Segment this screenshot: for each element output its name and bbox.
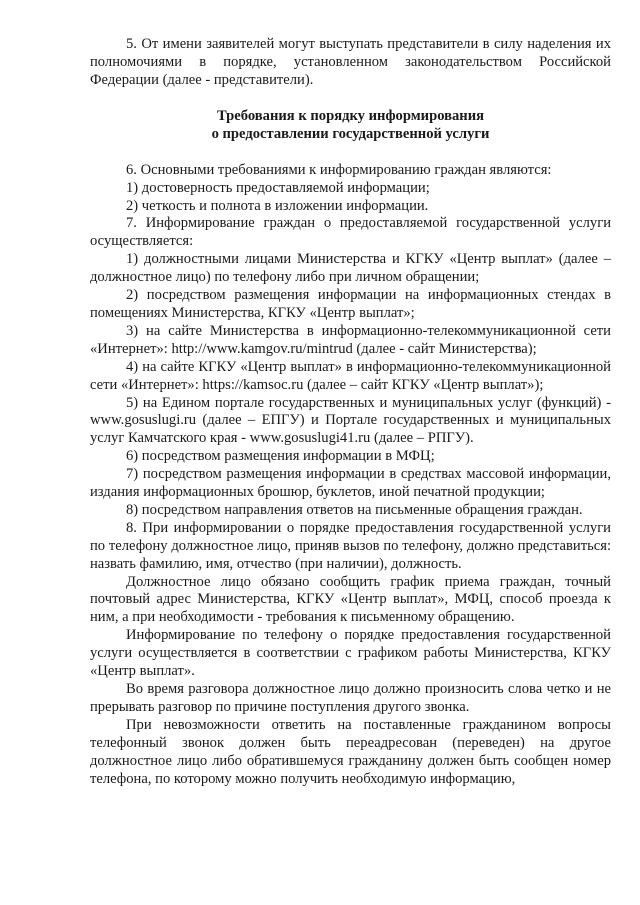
section-heading-line-1: Требования к порядку информирования — [216, 107, 485, 124]
paragraph-8-schedule: Должностное лицо обязано сообщить график приема граждан, точный почтовый адрес Министерства, КГКУ «Центр выплат», МФЦ, способ проезда к ним, а при необходимости - требования к письменному обращению. — [90, 573, 611, 626]
paragraph-7: 7. Информирование граждан о предоставляемой государственной услуги осуществляется: — [90, 215, 611, 250]
paragraph-8: 8. При информировании о порядке предоставления государственной услуги по телефону должностное лицо, приняв вызов по телефону, должно представиться: назвать фамилию, имя, отчество (при наличии), должность. — [90, 519, 611, 572]
list-item-7-3: 3) на сайте Министерства в информационно-телекоммуникационной сети «Интернет»: http://www.kamgov.ru/mintrud (далее - сайт Министерства); — [90, 322, 611, 357]
paragraph-6: 6. Основными требованиями к информированию граждан являются: — [126, 161, 552, 178]
list-item-7-8: 8) посредством направления ответов на письменные обращения граждан. — [126, 501, 583, 518]
paragraph-8-redirect: При невозможности ответить на поставленные гражданином вопросы телефонный звонок должен быть переадресован (переведен) на другое должностное лицо либо обратившемуся гражданину должен быть сообщен номер телефона, по которому можно получить необходимую информацию, — [90, 716, 611, 787]
list-item-7-2: 2) посредством размещения информации на информационных стендах в помещениях Министерства, КГКУ «Центр выплат»; — [90, 287, 611, 321]
paragraph-8-conversation: Во время разговора должностное лицо должно произносить слова четко и не прерывать разговор по причине поступления другого звонка. — [90, 681, 611, 715]
paragraph-8-phone-info: Информирование по телефону о порядке предоставления государственной услуги осуществляется в соответствии с графиком работы Министерства, КГКУ «Центр выплат». — [90, 627, 611, 680]
list-item-7-1: 1) должностными лицами Министерства и КГКУ «Центр выплат» (далее – должностное лицо) по телефону либо при личном обращении; — [90, 251, 611, 286]
list-item-7-7: 7) посредством размещения информации в средствах массовой информации, издания информационных брошюр, буклетов, иной печатной продукции; — [90, 466, 611, 501]
section-heading — [90, 107, 611, 143]
document-body — [90, 36, 611, 788]
list-item-6-1: 1) достоверность предоставляемой информации; — [126, 179, 430, 196]
section-heading-line-2: о предоставлении государственной услуги — [211, 125, 490, 142]
list-item-7-4: 4) на сайте КГКУ «Центр выплат» в информационно-телекоммуникационной сети «Интернет»: https://kamsoc.ru (далее – сайт КГКУ «Центр выплат»); — [90, 358, 611, 393]
list-item-7-6: 6) посредством размещения информации в МФЦ; — [126, 448, 435, 465]
list-item-6-2: 2) четкость и полнота в изложении информации. — [126, 197, 429, 214]
paragraph-5: 5. От имени заявителей могут выступать представители в силу наделения их полномочиями в порядке, установленном законодательством Российской Федерации (далее - представители). — [90, 36, 611, 88]
list-item-7-5: 5) на Едином портале государственных и муниципальных услуг (функций) - www.gosuslugi.ru (далее – ЕПГУ) и Портале государственных и муниципальных услуг Камчатского края - www.gosuslugi41.ru (далее – РПГУ). — [90, 394, 611, 447]
